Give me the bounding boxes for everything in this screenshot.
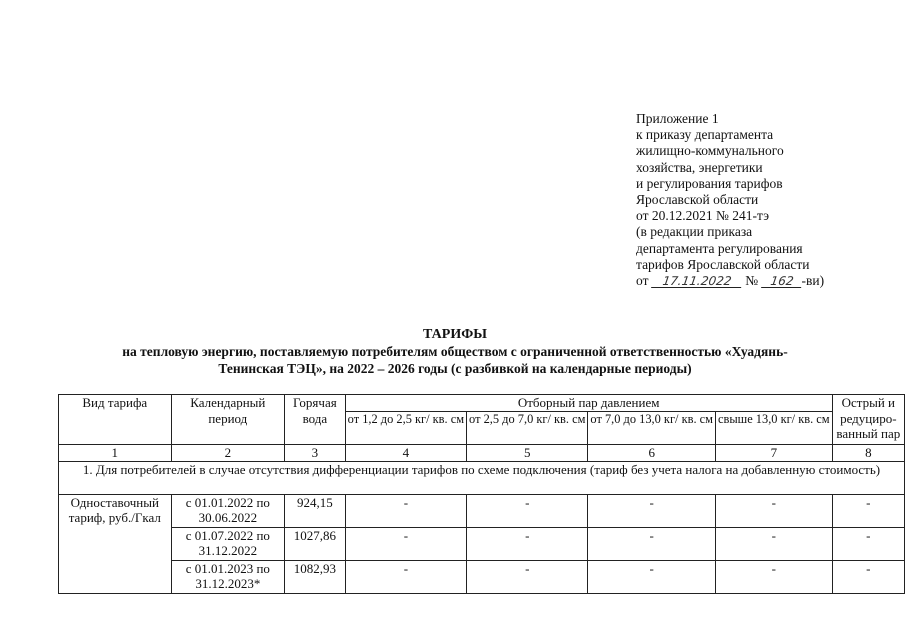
value-cell: - — [715, 494, 832, 527]
hot-water-value: 924,15 — [285, 494, 346, 527]
column-number: 6 — [588, 445, 716, 462]
section-title: 1. Для потребителей в случае отсутствия дифференциации тарифов по схеме подключения (тариф без учета налога на добавленную стоимость) — [59, 461, 905, 494]
header-steam-3: от 7,0 до 13,0 кг/ кв. см — [588, 412, 716, 445]
value-cell: - — [832, 527, 904, 560]
number-sign: № — [745, 273, 759, 289]
table-row — [59, 494, 905, 527]
header-hot-water: Горячая вода — [285, 395, 346, 445]
value-cell: - — [832, 560, 904, 593]
tariff-label: Одноставочный тариф, руб./Гкал — [59, 494, 172, 593]
value-cell: - — [832, 494, 904, 527]
section-row — [59, 461, 905, 494]
period-cell: с 01.01.2022 по 30.06.2022 — [171, 494, 285, 527]
annex-last-suffix: -ви) — [801, 273, 825, 289]
title-heading: ТАРИФЫ — [423, 327, 487, 342]
header-tariff-type: Вид тарифа — [59, 395, 172, 445]
annex-line: Ярославской области — [636, 192, 759, 208]
column-number: 8 — [832, 445, 904, 462]
column-number: 5 — [467, 445, 588, 462]
column-number-row — [59, 445, 905, 462]
value-cell: - — [715, 560, 832, 593]
header-steam-1: от 1,2 до 2,5 кг/ кв. см — [345, 412, 466, 445]
period-cell: с 01.01.2023 по 31.12.2023* — [171, 560, 285, 593]
value-cell: - — [345, 527, 466, 560]
annex-last-line — [636, 273, 824, 289]
table-row — [59, 560, 905, 593]
header-steam-2: от 2,5 до 7,0 кг/ кв. см — [467, 412, 588, 445]
column-number: 7 — [715, 445, 832, 462]
handwritten-number: 162 — [761, 275, 803, 288]
hot-water-value: 1027,86 — [285, 527, 346, 560]
annex-line: от 20.12.2021 № 241-тэ — [636, 208, 770, 224]
column-number: 3 — [285, 445, 346, 462]
annex-line: и регулирования тарифов — [636, 175, 783, 191]
value-cell: - — [467, 494, 588, 527]
column-number: 1 — [59, 445, 172, 462]
annex-line: жилищно-коммунального — [636, 143, 784, 159]
annex-last-prefix: от — [636, 273, 649, 289]
annex-line: тарифов Ярославской области — [636, 256, 810, 272]
annex-line: Приложение 1 — [636, 111, 719, 126]
tariffs-table — [58, 394, 905, 594]
value-cell: - — [345, 494, 466, 527]
annex-block — [636, 111, 824, 289]
value-cell: - — [588, 560, 716, 593]
value-cell: - — [588, 527, 716, 560]
annex-line: (в редакции приказа — [636, 224, 753, 240]
table-row — [59, 527, 905, 560]
document-title — [60, 326, 850, 377]
hot-water-value: 1082,93 — [285, 560, 346, 593]
value-cell: - — [467, 527, 588, 560]
column-number: 2 — [171, 445, 285, 462]
header-row — [59, 395, 905, 412]
annex-line: хозяйства, энергетики — [636, 159, 763, 175]
value-cell: - — [345, 560, 466, 593]
value-cell: - — [588, 494, 716, 527]
title-subtitle-line2: Тенинская ТЭЦ», на 2022 – 2026 годы (с разбивкой на календарные периоды) — [218, 361, 692, 376]
handwritten-date: 17.11.2022 — [651, 275, 743, 288]
header-steam-4: свыше 13,0 кг/ кв. см — [715, 412, 832, 445]
annex-line: к приказу департамента — [636, 127, 774, 143]
title-subtitle-line1: на тепловую энергию, поставляемую потребителям обществом с ограниченной ответственностью «Хуадянь- — [122, 344, 788, 359]
value-cell: - — [467, 560, 588, 593]
column-number: 4 — [345, 445, 466, 462]
header-sharp-steam: Острый и редуциро-ванный пар — [832, 395, 904, 445]
period-cell: с 01.07.2022 по 31.12.2022 — [171, 527, 285, 560]
value-cell: - — [715, 527, 832, 560]
annex-line: департамента регулирования — [636, 240, 803, 256]
header-steam-group: Отборный пар давлением — [345, 395, 832, 412]
header-calendar-period: Календарный период — [171, 395, 285, 445]
